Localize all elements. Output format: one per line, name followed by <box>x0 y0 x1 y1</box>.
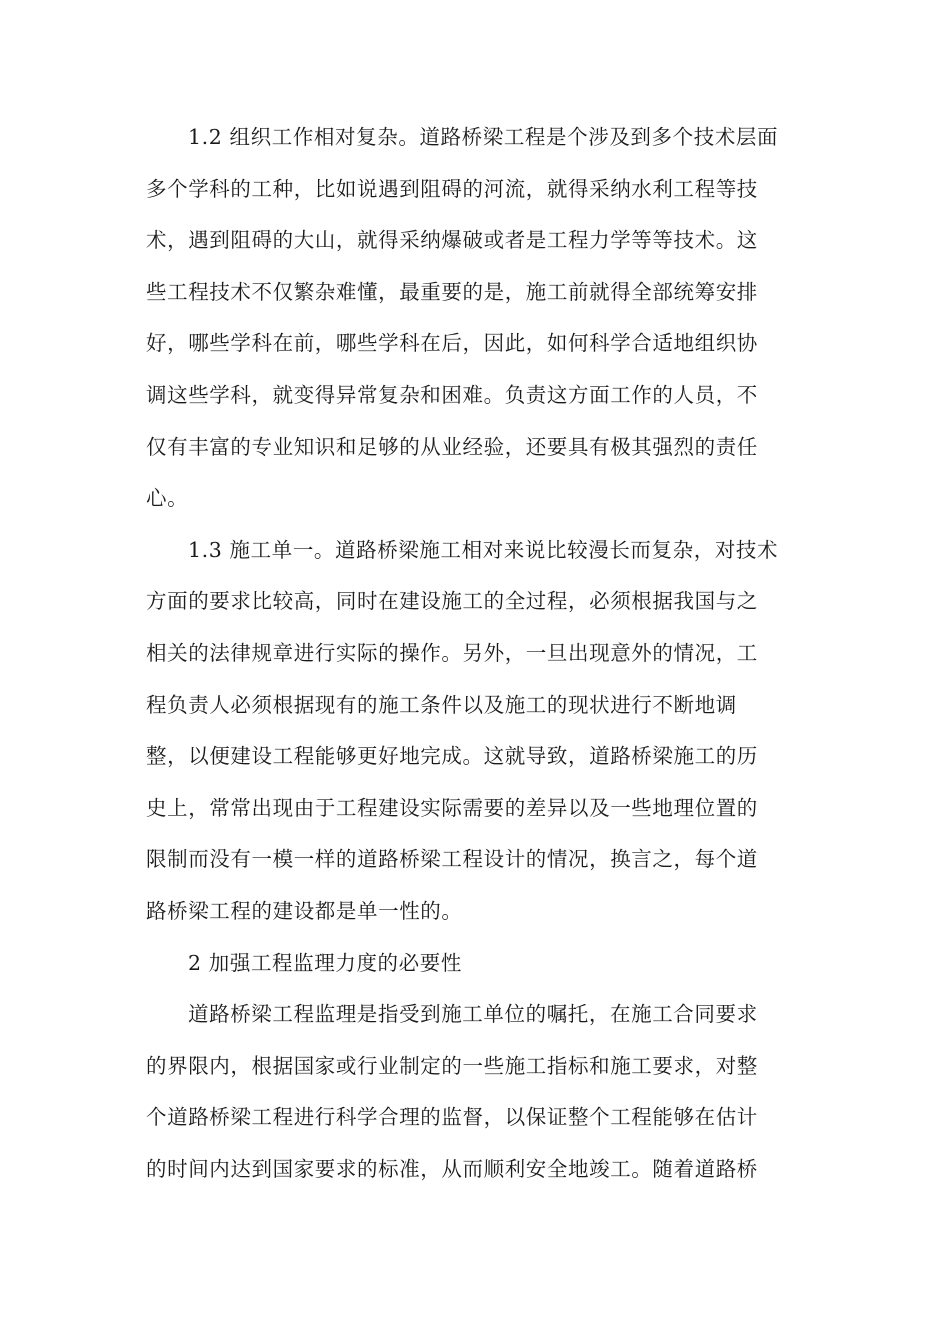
paragraph-1-2-line-8: 心。 <box>146 486 189 511</box>
paragraph-1-3-line-1: 1.3 施工单一。道路桥梁施工相对来说比较漫长而复杂，对技术 <box>188 537 779 562</box>
paragraph-1-2-line-5: 好，哪些学科在前，哪些学科在后，因此，如何科学合适地组织协 <box>146 331 758 356</box>
paragraph-1-3-line-3: 相关的法律规章进行实际的操作。另外，一旦出现意外的情况，工 <box>146 640 758 665</box>
section-2-paragraph-line-3: 个道路桥梁工程进行科学合理的监督，以保证整个工程能够在估计 <box>146 1105 758 1130</box>
section-2-paragraph-line-4: 的时间内达到国家要求的标准，从而顺利安全地竣工。随着道路桥 <box>146 1156 758 1181</box>
paragraph-1-3-line-7: 限制而没有一模一样的道路桥梁工程设计的情况，换言之，每个道 <box>146 847 758 872</box>
paragraph-1-3-line-4: 程负责人必须根据现有的施工条件以及施工的现状进行不断地调 <box>146 692 737 717</box>
section-2-heading: 2 加强工程监理力度的必要性 <box>188 950 462 975</box>
paragraph-1-2-line-1: 1.2 组织工作相对复杂。道路桥梁工程是个涉及到多个技术层面 <box>188 125 779 149</box>
section-2-paragraph-line-2: 的界限内，根据国家或行业制定的一些施工指标和施工要求，对整 <box>146 1053 758 1078</box>
paragraph-1-2-line-7: 仅有丰富的专业知识和足够的从业经验，还要具有极其强烈的责任 <box>146 434 758 459</box>
section-2-paragraph-line-1: 道路桥梁工程监理是指受到施工单位的嘱托，在施工合同要求 <box>188 1002 758 1027</box>
paragraph-1-2-line-3: 术，遇到阻碍的大山，就得采纳爆破或者是工程力学等等技术。这 <box>146 228 758 253</box>
paragraph-1-3-line-8: 路桥梁工程的建设都是单一性的。 <box>146 898 463 923</box>
paragraph-1-2-line-6: 调这些学科，就变得异常复杂和困难。负责这方面工作的人员，不 <box>146 382 758 407</box>
paragraph-1-3-line-5: 整，以便建设工程能够更好地完成。这就导致，道路桥梁施工的历 <box>146 744 758 769</box>
paragraph-1-3-line-6: 史上，常常出现由于工程建设实际需要的差异以及一些地理位置的 <box>146 795 758 820</box>
paragraph-1-2-line-4: 些工程技术不仅繁杂难懂，最重要的是，施工前就得全部统筹安排 <box>146 279 758 304</box>
paragraph-1-3-line-2: 方面的要求比较高，同时在建设施工的全过程，必须根据我国与之 <box>146 589 758 614</box>
document-body <box>146 112 806 1195</box>
paragraph-1-2-line-2: 多个学科的工种，比如说遇到阻碍的河流，就得采纳水利工程等技 <box>146 176 758 201</box>
